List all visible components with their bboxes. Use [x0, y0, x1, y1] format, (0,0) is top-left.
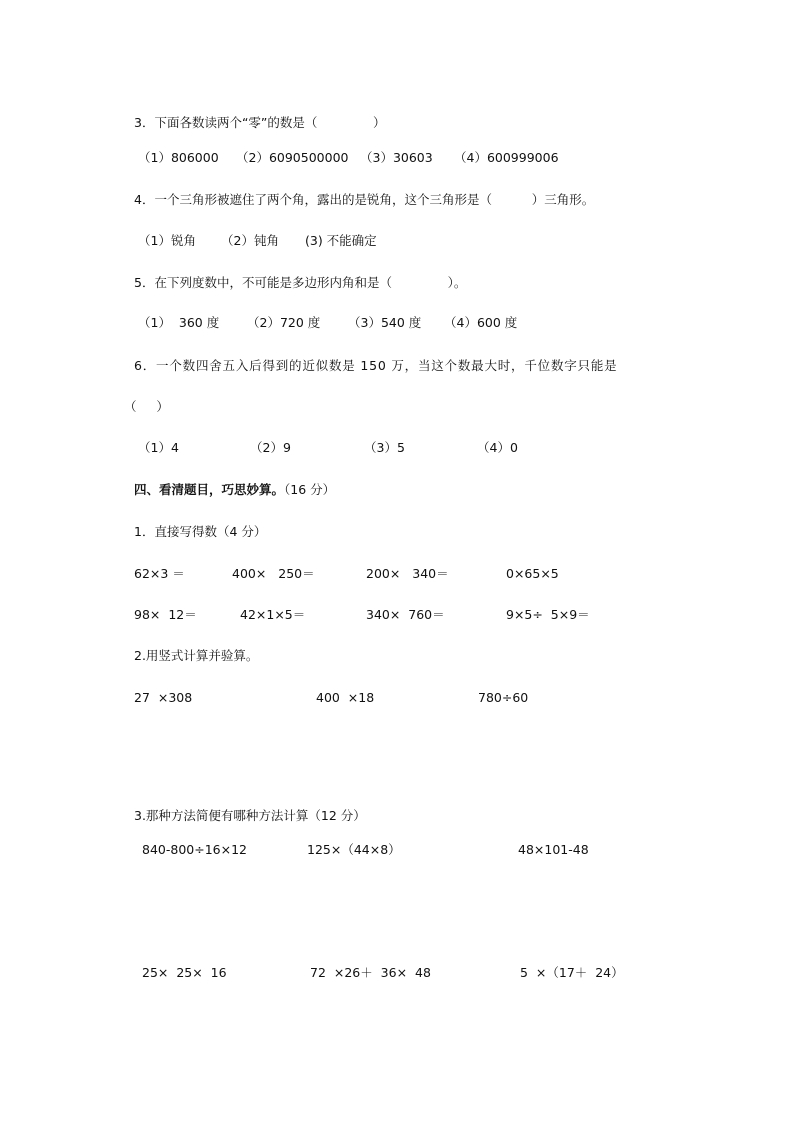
part-3-expr-6: 5 ×（17＋ 24） — [520, 965, 624, 980]
question-3-option-2: （2）6090500000 — [236, 150, 349, 165]
part-3-expr-4: 25× 25× 16 — [142, 965, 227, 980]
part-1-expr-1: 62×3 ＝ — [134, 566, 185, 581]
section-4-heading — [134, 482, 335, 498]
part-3-expr-2: 125×（44×8） — [307, 842, 401, 857]
part-3-title: 3.那种方法简便有哪种方法计算（12 分） — [134, 808, 366, 823]
question-6-option-2: （2）9 — [250, 440, 291, 455]
question-6-option-4: （4）0 — [477, 440, 518, 455]
question-4-option-1: （1）锐角 — [138, 233, 196, 248]
question-6-text: 6．一个数四舍五入后得到的近似数是 150 万，当这个数最大时，千位数字只能是 — [134, 358, 618, 373]
question-4-option-3: (3) 不能确定 — [305, 233, 377, 248]
part-3-expr-1: 840-800÷16×12 — [142, 842, 247, 857]
question-5-text: 5．在下列度数中，不可能是多边形内角和是（ ）。 — [134, 275, 467, 290]
question-5-option-3: （3）540 度 — [348, 315, 422, 330]
part-1-expr-6: 42×1×5＝ — [240, 607, 306, 622]
part-2-item-3: 780÷60 — [478, 690, 529, 705]
question-5-option-2: （2）720 度 — [247, 315, 321, 330]
part-1-expr-3: 200× 340＝ — [366, 566, 449, 581]
section-4-title: 四、看清题目，巧思妙算。 — [134, 482, 285, 497]
section-4-score: （16 分） — [284, 482, 336, 497]
question-4-text: 4．一个三角形被遮住了两个角，露出的是锐角，这个三角形是（ ）三角形。 — [134, 192, 595, 207]
part-1-expr-5: 98× 12＝ — [134, 607, 197, 622]
question-4-option-2: （2）钝角 — [221, 233, 279, 248]
question-3-text: 3．下面各数读两个“零”的数是（ ） — [134, 115, 386, 130]
question-5-option-4: （4）600 度 — [444, 315, 518, 330]
part-2-title: 2.用竖式计算并验算。 — [134, 648, 259, 663]
part-1-expr-2: 400× 250＝ — [232, 566, 315, 581]
question-3-option-3: （3）30603 — [360, 150, 433, 165]
part-3-expr-3: 48×101-48 — [518, 842, 589, 857]
question-3-option-4: （4）600999006 — [454, 150, 559, 165]
question-3-option-1: （1）806000 — [138, 150, 219, 165]
part-1-expr-7: 340× 760＝ — [366, 607, 445, 622]
part-1-title: 1．直接写得数（4 分） — [134, 524, 267, 539]
question-6-option-3: （3）5 — [364, 440, 405, 455]
part-1-expr-8: 9×5÷ 5×9＝ — [506, 607, 590, 622]
question-6-option-1: （1）4 — [138, 440, 179, 455]
question-5-option-1: （1） 360 度 — [138, 315, 220, 330]
part-1-expr-4: 0×65×5 — [506, 566, 559, 581]
question-6-text-continued: （ ） — [124, 399, 169, 414]
part-2-item-1: 27 ×308 — [134, 690, 193, 705]
part-2-item-2: 400 ×18 — [316, 690, 375, 705]
part-3-expr-5: 72 ×26＋ 36× 48 — [310, 965, 431, 980]
